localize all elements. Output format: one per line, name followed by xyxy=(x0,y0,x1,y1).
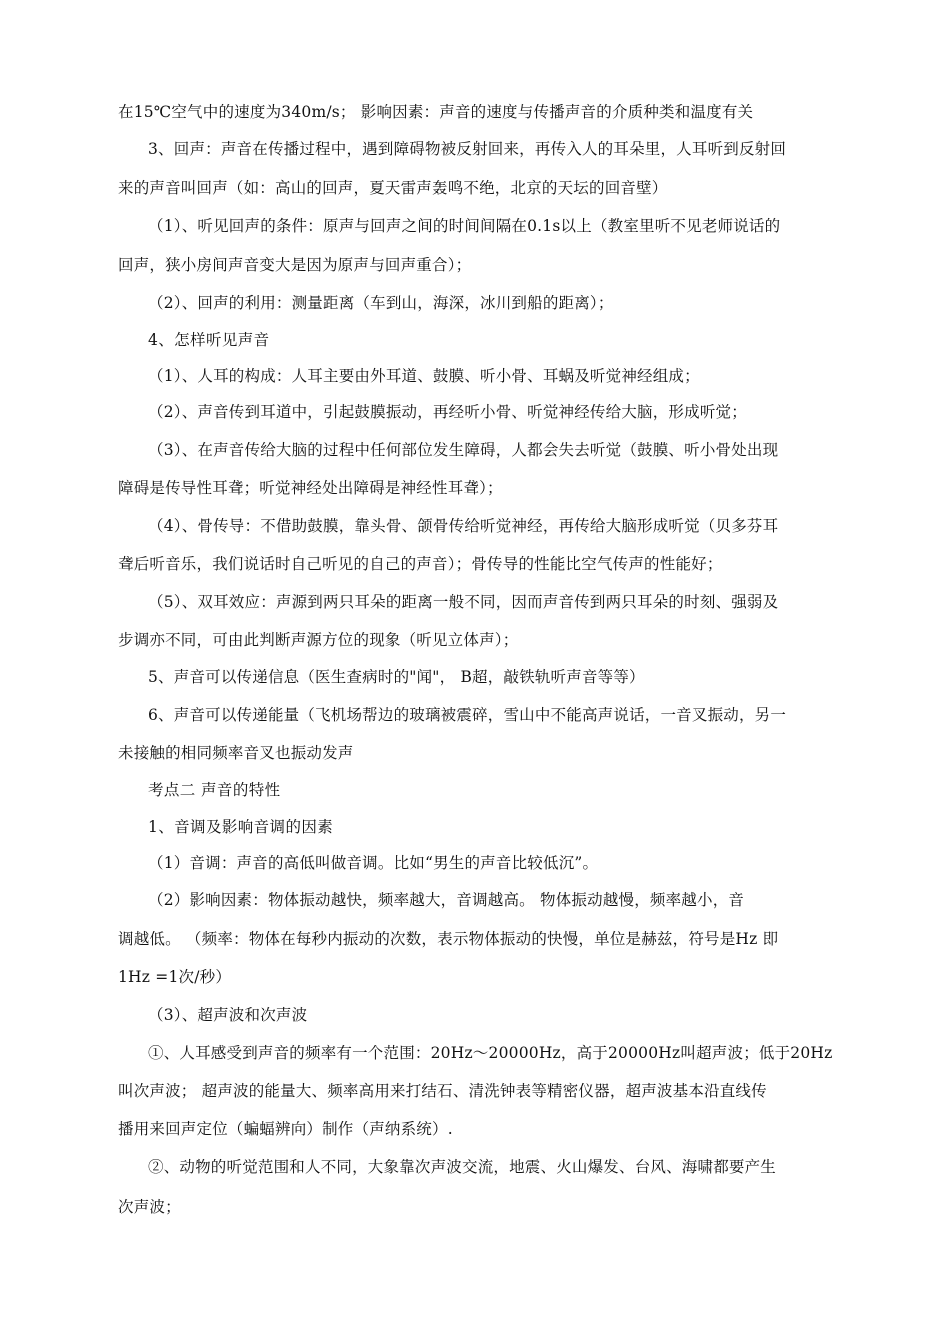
text-line: 1Hz =1次/秒） xyxy=(118,968,232,986)
text-line: （2）、声音传到耳道中，引起鼓膜振动，再经听小骨、听觉神经传给大脑，形成听觉； xyxy=(148,403,747,421)
text-line: 5、声音可以传递信息（医生查病时的"闻"， B超，敲铁轨听声音等等） xyxy=(148,668,645,686)
text-line: （1）音调：声音的高低叫做音调。比如“男生的声音比较低沉”。 xyxy=(148,854,599,872)
text-line: 聋后听音乐，我们说话时自己听见的自己的声音）；骨传导的性能比空气传声的性能好； xyxy=(118,555,723,573)
text-line: （5）、双耳效应：声源到两只耳朵的距离一般不同，因而声音传到两只耳朵的时刻、强弱及 xyxy=(148,593,779,611)
section-heading: 4、怎样听见声音 xyxy=(148,331,270,349)
text-line: （2）影响因素：物体振动越快，频率越大，音调越高。 物体振动越慢，频率越小，音 xyxy=(148,891,745,909)
text-line: 在15℃空气中的速度为340m/s； 影响因素：声音的速度与传播声音的介质种类和温度有关 xyxy=(118,103,754,121)
text-line: （1）、人耳的构成：人耳主要由外耳道、鼓膜、听小骨、耳蜗及听觉神经组成； xyxy=(148,367,700,385)
text-line: 调越低。 （频率：物体在每秒内振动的次数，表示物体振动的快慢，单位是赫兹，符号是Hz 即 xyxy=(118,930,779,948)
text-line: （1）、听见回声的条件：原声与回声之间的时间间隔在0.1s以上（教室里听不见老师说话的 xyxy=(148,217,781,235)
text-line: （4）、骨传导：不借助鼓膜，靠头骨、颌骨传给听觉神经，再传给大脑形成听觉（贝多芬耳 xyxy=(148,517,779,535)
text-line: ②、动物的听觉范围和人不同，大象靠次声波交流，地震、火山爆发、台风、海啸都要产生 xyxy=(148,1158,777,1176)
text-line: 未接触的相同频率音叉也振动发声 xyxy=(118,744,354,762)
text-line: （3）、在声音传给大脑的过程中任何部位发生障碍，人都会失去听觉（鼓膜、听小骨处出现 xyxy=(148,441,779,459)
text-line: 来的声音叫回声（如：高山的回声，夏天雷声轰鸣不绝，北京的天坛的回音壁） xyxy=(118,179,668,197)
text-line: 6、声音可以传递能量（飞机场帮边的玻璃被震碎，雪山中不能高声说话，一音叉振动，另一 xyxy=(148,706,787,724)
text-line: 叫次声波； 超声波的能量大、频率高用来打结石、清洗钟表等精密仪器，超声波基本沿直线传 xyxy=(118,1082,767,1100)
text-line: 次声波； xyxy=(118,1198,181,1216)
text-line: 3、回声：声音在传播过程中，遇到障碍物被反射回来，再传入人的耳朵里，人耳听到反射回 xyxy=(148,140,787,158)
text-line: 回声，狭小房间声音变大是因为原声与回声重合）； xyxy=(118,256,472,274)
text-line: 障碍是传导性耳聋；听觉神经处出障碍是神经性耳聋）； xyxy=(118,479,503,497)
text-line: 播用来回声定位（蝙蝠辨向）制作（声纳系统）. xyxy=(118,1120,453,1138)
section-heading: 1、音调及影响音调的因素 xyxy=(148,818,334,836)
text-line: 步调亦不同，可由此判断声源方位的现象（听见立体声）； xyxy=(118,631,519,649)
text-line: （3）、超声波和次声波 xyxy=(148,1006,308,1024)
text-line: （2）、回声的利用：测量距离（车到山，海深，冰川到船的距离）； xyxy=(148,294,614,312)
section-heading: 考点二 声音的特性 xyxy=(148,781,281,799)
text-line: ①、人耳感受到声音的频率有一个范围：20Hz～20000Hz，高于20000Hz叫超声波；低于20Hz xyxy=(148,1044,833,1062)
